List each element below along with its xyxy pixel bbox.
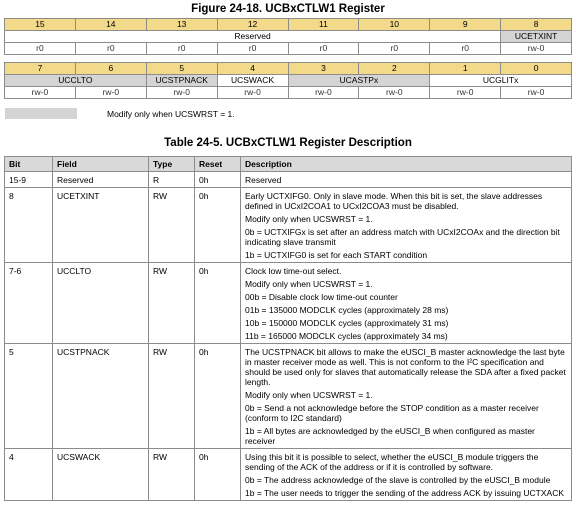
cell-bit: 4 — [5, 449, 53, 501]
bit-number: 11 — [288, 19, 359, 31]
register-map-lower — [4, 62, 572, 99]
description-line: 11b = 165000 MODCLK cycles (approximately 34 ms) — [245, 331, 448, 341]
access-type: rw-0 — [501, 87, 572, 99]
bit-number: 15 — [5, 19, 76, 31]
table-header-row — [5, 157, 572, 172]
cell-field: UCCLTO — [53, 263, 149, 344]
bit-number: 7 — [5, 63, 76, 75]
table-title: Table 24-5. UCBxCTLW1 Register Description — [164, 137, 412, 149]
access-type: r0 — [75, 43, 146, 55]
description-line: Modify only when UCSWRST = 1. — [245, 279, 373, 289]
bit-number: 3 — [288, 63, 359, 75]
cell-field: UCETXINT — [53, 188, 149, 263]
field-ucstpnack: UCSTPNACK — [146, 75, 217, 87]
description-line: Clock low time-out select. — [245, 266, 342, 276]
bit-number: 1 — [430, 63, 501, 75]
column-header-bit: Bit — [5, 157, 53, 172]
bit-number: 0 — [501, 63, 572, 75]
access-type: r0 — [430, 43, 501, 55]
column-header-reset: Reset — [195, 157, 241, 172]
field-ucetxint: UCETXINT — [501, 31, 572, 43]
bit-number: 6 — [75, 63, 146, 75]
cell-reset: 0h — [195, 449, 241, 501]
table-row — [5, 172, 572, 188]
cell-bit: 15-9 — [5, 172, 53, 188]
description-line: Using this bit it is possible to select, whether the eUSCI_B module triggers the sending of the ACK of the address or if it is controlled by software. — [245, 452, 539, 472]
cell-reset: 0h — [195, 188, 241, 263]
description-line: 00b = Disable clock low time-out counter — [245, 292, 398, 302]
cell-reset: 0h — [195, 172, 241, 188]
description-line: The UCSTPNACK bit allows to make the eUSCI_B master acknowledge the last byte in master receiver mode as well. This is not conform to the I²C specification and should be used only for slaves that automatically release the SDA after a fixed packet length. — [245, 347, 566, 387]
cell-description — [241, 449, 572, 501]
access-type: r0 — [5, 43, 76, 55]
access-type: rw-0 — [5, 87, 76, 99]
table-row — [5, 449, 572, 501]
description-line: 1b = All bytes are acknowledged by the eUSCI_B when configured as master receiver — [245, 426, 535, 446]
cell-reset: 0h — [195, 344, 241, 449]
description-line: 0b = UCTXIFGx is set after an address match with UCxI2COAx and the direction bit indicating slave transmit — [245, 227, 560, 247]
cell-bit: 5 — [5, 344, 53, 449]
description-line: 01b = 135000 MODCLK cycles (approximately 28 ms) — [245, 305, 449, 315]
field-reserved: Reserved — [5, 31, 501, 43]
bit-number: 10 — [359, 19, 430, 31]
cell-field: UCSTPNACK — [53, 344, 149, 449]
description-line: 10b = 150000 MODCLK cycles (approximately 31 ms) — [245, 318, 449, 328]
cell-field: Reserved — [53, 172, 149, 188]
column-header-field: Field — [53, 157, 149, 172]
access-type: r0 — [146, 43, 217, 55]
field-ucglitx: UCGLITx — [430, 75, 572, 87]
access-type: r0 — [217, 43, 288, 55]
bit-number: 5 — [146, 63, 217, 75]
column-header-type: Type — [149, 157, 195, 172]
bit-number: 2 — [359, 63, 430, 75]
bit-number: 13 — [146, 19, 217, 31]
cell-type: RW — [149, 449, 195, 501]
cell-description — [241, 188, 572, 263]
description-line: Early UCTXIFG0. Only in slave mode. When this bit is set, the slave addresses defined in UCxI2COA1 to UCxI2COA3 must be disabled. — [245, 191, 543, 211]
cell-reset: 0h — [195, 263, 241, 344]
column-header-description: Description — [241, 157, 572, 172]
cell-field: UCSWACK — [53, 449, 149, 501]
access-type: rw-0 — [288, 87, 359, 99]
access-type: r0 — [288, 43, 359, 55]
description-line: 0b = Send a not acknowledge before the STOP condition as a master receiver (conform to I2C standard) — [245, 403, 539, 423]
description-line: 1b = The user needs to trigger the sending of the address ACK by issuing UCTXACK — [245, 488, 565, 498]
cell-type: RW — [149, 263, 195, 344]
cell-description — [241, 263, 572, 344]
figure-title: Figure 24-18. UCBxCTLW1 Register — [191, 3, 385, 15]
cell-bit: 8 — [5, 188, 53, 263]
description-line: 1b = UCTXIFG0 is set for each START condition — [245, 250, 428, 260]
bit-number: 14 — [75, 19, 146, 31]
description-line: Reserved — [245, 175, 282, 185]
cell-description — [241, 172, 572, 188]
bit-number: 12 — [217, 19, 288, 31]
access-type: rw-0 — [430, 87, 501, 99]
access-type: rw-0 — [75, 87, 146, 99]
access-type: rw-0 — [217, 87, 288, 99]
cell-description — [241, 344, 572, 449]
description-line: Modify only when UCSWRST = 1. — [245, 214, 373, 224]
table-row — [5, 344, 572, 449]
cell-type: R — [149, 172, 195, 188]
cell-type: RW — [149, 344, 195, 449]
legend — [5, 108, 235, 119]
description-line: 0b = The address acknowledge of the slave is controlled by the eUSCI_B module — [245, 475, 551, 485]
table-row — [5, 263, 572, 344]
table-row — [5, 188, 572, 263]
field-ucswack: UCSWACK — [217, 75, 288, 87]
access-type: rw-0 — [359, 87, 430, 99]
register-map-upper — [4, 18, 572, 55]
cell-bit: 7-6 — [5, 263, 53, 344]
bit-number: 4 — [217, 63, 288, 75]
access-type: rw-0 — [501, 43, 572, 55]
legend-text: Modify only when UCSWRST = 1. — [107, 108, 235, 119]
register-description-table — [4, 156, 572, 501]
field-ucastpx: UCASTPx — [288, 75, 430, 87]
access-type: rw-0 — [146, 87, 217, 99]
description-line: Modify only when UCSWRST = 1. — [245, 390, 373, 400]
bit-number: 9 — [430, 19, 501, 31]
legend-swatch — [5, 108, 77, 119]
field-uccltl: UCCLTO — [5, 75, 147, 87]
bit-number: 8 — [501, 19, 572, 31]
cell-type: RW — [149, 188, 195, 263]
access-type: r0 — [359, 43, 430, 55]
